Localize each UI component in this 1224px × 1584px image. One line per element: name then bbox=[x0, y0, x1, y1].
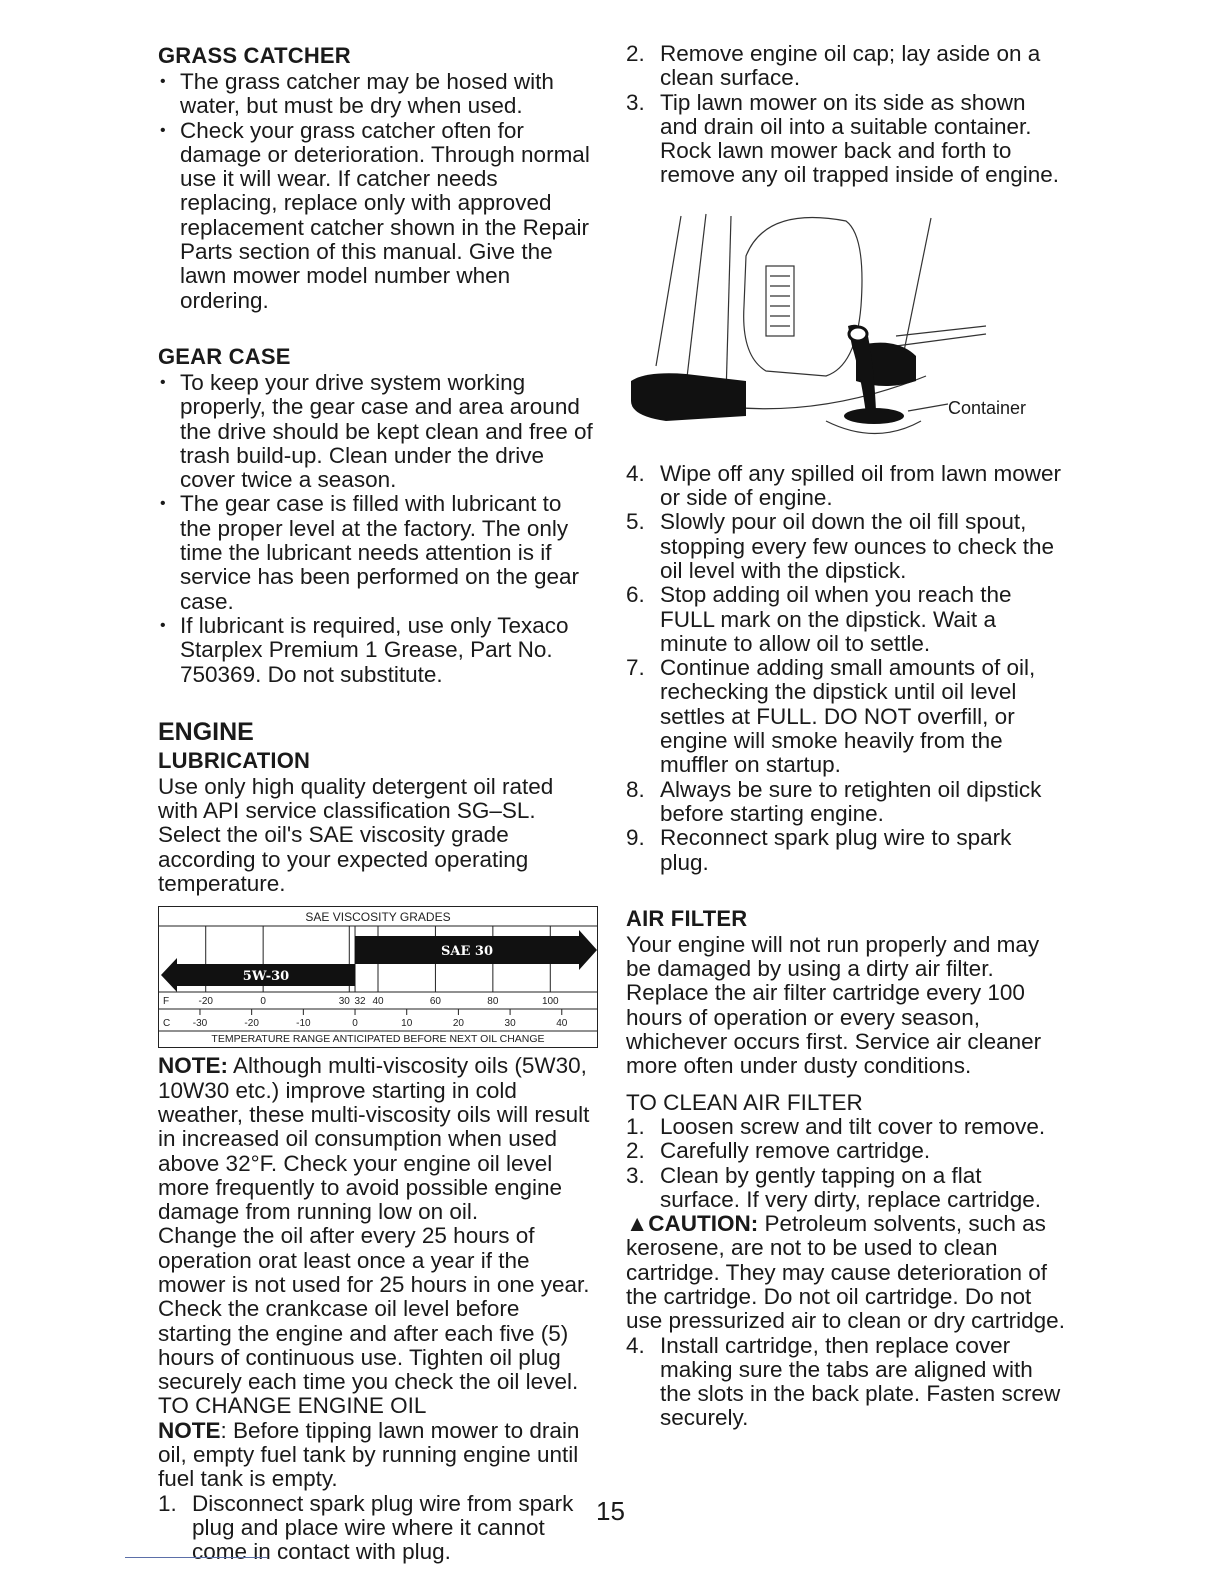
step-number: 2. bbox=[626, 41, 645, 66]
clean-air-filter-heading: TO CLEAN AIR FILTER bbox=[626, 1089, 863, 1115]
clean-air-filter-steps bbox=[626, 1115, 1066, 1212]
c-tick-label: 10 bbox=[401, 1018, 413, 1030]
list-item bbox=[626, 462, 1066, 511]
f-tick-label: 32 bbox=[354, 996, 366, 1008]
step-number: 4. bbox=[626, 1332, 645, 1358]
step-number: 6. bbox=[626, 582, 645, 608]
step-text: Always be sure to retighten oil dipstick before starting engine. bbox=[660, 776, 1042, 826]
f-tick-label: 0 bbox=[260, 996, 266, 1008]
step-text: Disconnect spark plug wire from spark plug and place wire where it cannot come in contact with plug. bbox=[192, 1490, 574, 1565]
air-filter-intro: Your engine will not run properly and may be damaged by using a dirty air filter. Replace the air filter cartridge every 100 hours of operation or every season, whichever occurs first. Service air cleaner more often under dusty conditions. bbox=[626, 931, 1042, 1079]
change-engine-oil-heading: TO CHANGE ENGINE OIL bbox=[158, 1393, 427, 1419]
list-item bbox=[626, 583, 1066, 656]
f-tick-label: 30 bbox=[338, 996, 350, 1008]
left-column bbox=[158, 42, 598, 1565]
note2-label: NOTE bbox=[158, 1417, 221, 1443]
note2-text: : Before tipping lawn mower to drain oil, empty fuel tank by running engine until fuel tank is empty. bbox=[158, 1417, 580, 1492]
list-item: • The grass catcher may be hosed with water, but must be dry when used. bbox=[158, 70, 598, 119]
list-item bbox=[626, 42, 1066, 91]
list-item bbox=[626, 1164, 1066, 1213]
f-tick-label: 80 bbox=[487, 996, 499, 1008]
step-number: 2. bbox=[626, 1138, 645, 1164]
mower-drain-drawing bbox=[626, 206, 1066, 456]
f-tick-label: 40 bbox=[372, 996, 384, 1008]
c-tick-label: -20 bbox=[244, 1018, 259, 1030]
list-item bbox=[626, 1334, 1066, 1431]
page-number: 15 bbox=[596, 1496, 625, 1526]
list-item bbox=[158, 1492, 598, 1565]
step-text: Continue adding small amounts of oil, rechecking the dipstick until oil level settles at FULL. DO NOT overfill, or engine will smoke heavily from the muffler on startup. bbox=[660, 655, 1036, 778]
series-label: SAE 30 bbox=[441, 944, 494, 960]
f-tick-label: 60 bbox=[429, 996, 441, 1008]
oil-drain-illustration bbox=[626, 206, 1066, 456]
c-axis-label: C bbox=[163, 1018, 171, 1030]
clean-air-filter-steps-2 bbox=[626, 1334, 1066, 1431]
step-text: Remove engine oil cap; lay aside on a clean surface. bbox=[660, 41, 1041, 91]
change-oil-steps-right-top bbox=[626, 42, 1066, 188]
lubrication-intro: Use only high quality detergent oil rated with API service classification SG–SL. Select the oil's SAE viscosity grade according to your expected operating temperature. bbox=[158, 773, 554, 897]
change-oil-steps-left bbox=[158, 1492, 598, 1565]
step-number: 7. bbox=[626, 655, 645, 681]
step-number: 4. bbox=[626, 460, 645, 486]
lubrication-heading: LUBRICATION bbox=[158, 747, 311, 773]
grass-catcher-heading: GRASS CATCHER bbox=[158, 43, 351, 68]
step-text: Carefully remove cartridge. bbox=[660, 1138, 931, 1164]
step-text: Wipe off any spilled oil from lawn mower or side of engine. bbox=[660, 460, 1061, 511]
caution-text: Petroleum solvents, such as kerosene, are not to be used to clean cartridge. They may cause deterioration of the cartridge. Do not oil cartridge. Do not use pressurized air to clean or dry cartridge. bbox=[626, 1211, 1065, 1334]
c-tick-label: -10 bbox=[296, 1018, 311, 1030]
c-tick-label: 40 bbox=[556, 1018, 568, 1030]
change-oil-steps-right-bottom bbox=[626, 462, 1066, 875]
note2-paragraph bbox=[158, 1419, 598, 1492]
list-item: • The gear case is filled with lubricant to the proper level at the factory. The only time the lubricant needs attention is if service has been performed on the gear case. bbox=[158, 492, 598, 613]
series-label: 5W-30 bbox=[242, 969, 290, 985]
list-item bbox=[626, 1115, 1066, 1139]
note-label: NOTE: bbox=[158, 1053, 228, 1079]
note-paragraph bbox=[158, 1054, 598, 1224]
list-item: • If lubricant is required, use only Texaco Starplex Premium 1 Grease, Part No. 750369. Do not substitute. bbox=[158, 614, 598, 687]
step-text: Tip lawn mower on its side as shown and drain oil into a suitable container. Rock lawn mower back and forth to remove any oil trapped inside of engine. bbox=[660, 89, 1060, 188]
f-axis-label: F bbox=[163, 996, 170, 1008]
step-number: 9. bbox=[626, 825, 645, 851]
list-item bbox=[626, 826, 1066, 875]
right-column bbox=[626, 42, 1066, 1431]
change-oil-paragraph: Change the oil after every 25 hours of operation orat least once a year if the mower is not used for 25 hours in one year. bbox=[158, 1223, 590, 1297]
caution-label: CAUTION: bbox=[648, 1211, 759, 1237]
gear-case-list bbox=[158, 371, 598, 687]
step-number: 8. bbox=[626, 776, 645, 802]
sae-chart-svg bbox=[159, 907, 597, 1047]
f-tick-label: 100 bbox=[541, 996, 559, 1008]
note-text: Although multi-viscosity oils (5W30, 10W30 etc.) improve starting in cold weather, these multi-viscosity oils will result in increased oil consumption when used above 32°F. Check your engine oil level more frequently to avoid possible engine damage from running low on oil. bbox=[158, 1053, 590, 1225]
air-filter-heading: AIR FILTER bbox=[626, 905, 748, 931]
list-item bbox=[626, 510, 1066, 583]
c-tick-label: 0 bbox=[352, 1018, 358, 1030]
step-number: 5. bbox=[626, 509, 645, 535]
step-text: Slowly pour oil down the oil fill spout, stopping every few ounces to check the oil level with the dipstick. bbox=[660, 509, 1054, 583]
c-tick-label: -30 bbox=[192, 1018, 208, 1030]
caution-paragraph bbox=[626, 1212, 1066, 1333]
list-item bbox=[626, 656, 1066, 777]
check-oil-paragraph: Check the crankcase oil level before starting the engine and after each five (5) hours of continuous use. Tighten oil plug securely each time you check the oil level. bbox=[158, 1296, 579, 1395]
list-item bbox=[626, 1139, 1066, 1163]
footer-rule bbox=[125, 1557, 267, 1558]
step-text: Reconnect spark plug wire to spark plug. bbox=[660, 825, 1012, 875]
container-label: Container bbox=[948, 397, 1027, 418]
c-tick-label: 20 bbox=[452, 1018, 464, 1030]
step-text: Install cartridge, then replace cover making sure the tabs are aligned with the slots in the back plate. Fasten screw securely. bbox=[660, 1332, 1061, 1431]
engine-heading: ENGINE bbox=[158, 717, 254, 746]
f-tick-label: -20 bbox=[198, 996, 213, 1008]
step-number: 1. bbox=[158, 1490, 177, 1516]
step-number: 3. bbox=[626, 1162, 645, 1188]
list-item bbox=[626, 778, 1066, 827]
grass-catcher-list bbox=[158, 70, 598, 313]
step-number: 3. bbox=[626, 89, 645, 115]
list-item: • Check your grass catcher often for damage or deterioration. Through normal use it will wear. If catcher needs replacing, replace only with approved replacement catcher shown in the Repair Parts section of this manual. Give the lawn mower model number when ordering. bbox=[158, 119, 598, 313]
step-text: Clean by gently tapping on a flat surface. If very dirty, replace cartridge. bbox=[660, 1162, 1041, 1212]
list-item bbox=[626, 91, 1066, 188]
chart-footer: TEMPERATURE RANGE ANTICIPATED BEFORE NEXT OIL CHANGE bbox=[211, 1033, 545, 1046]
chart-title: SAE VISCOSITY GRADES bbox=[305, 910, 451, 925]
c-tick-label: 30 bbox=[504, 1018, 516, 1030]
list-item: • To keep your drive system working properly, the gear case and area around the drive should be kept clean and free of trash build-up. Clean under the drive cover twice a season. bbox=[158, 371, 598, 492]
step-number: 1. bbox=[626, 1113, 645, 1139]
warning-triangle-icon: ▲ bbox=[626, 1211, 649, 1237]
step-text: Stop adding oil when you reach the FULL mark on the dipstick. Wait a minute to allow oil to settle. bbox=[660, 582, 1012, 656]
gear-case-heading: GEAR CASE bbox=[158, 343, 291, 369]
sae-viscosity-chart bbox=[158, 906, 598, 1048]
step-text: Loosen screw and tilt cover to remove. bbox=[660, 1113, 1046, 1139]
